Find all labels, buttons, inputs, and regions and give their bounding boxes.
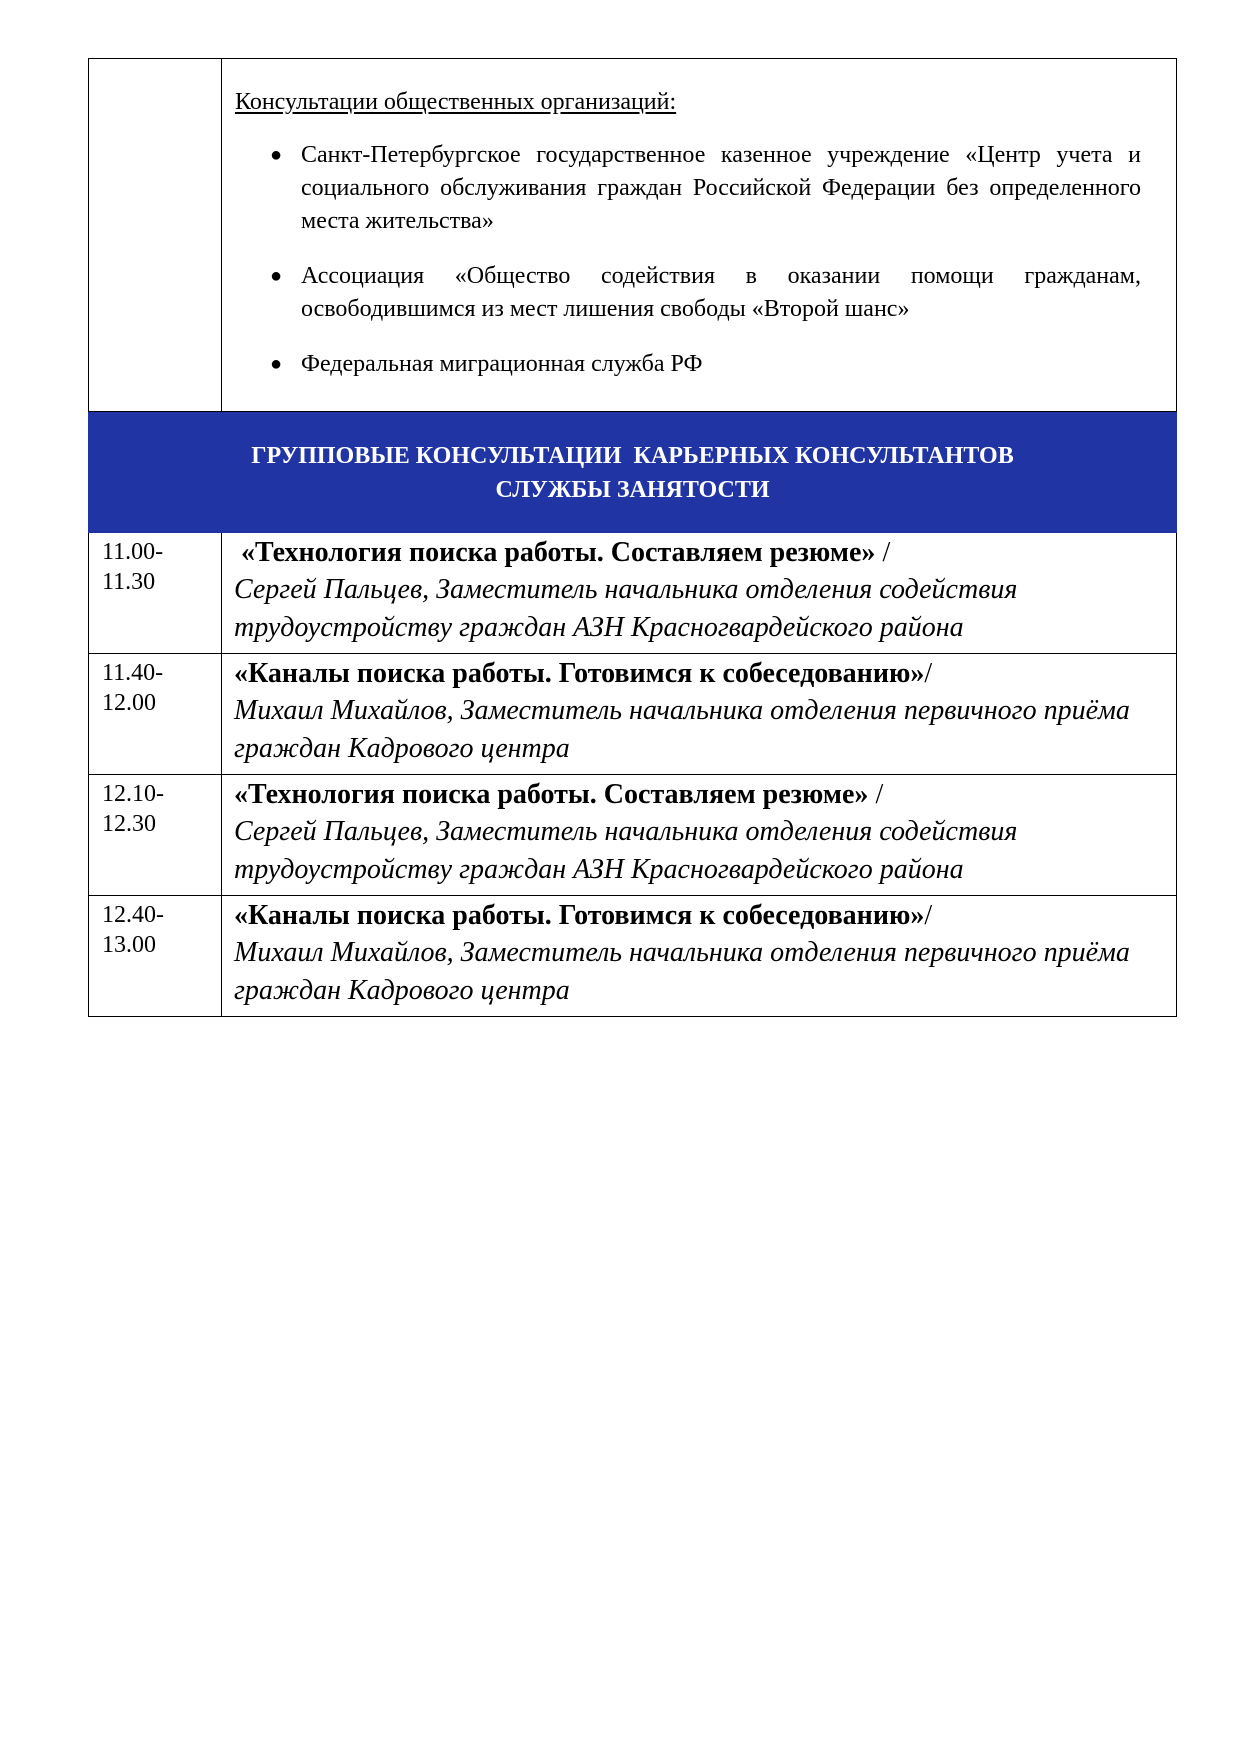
session-cell — [222, 896, 1177, 1017]
list-item: ● Федеральная миграционная служба РФ — [301, 348, 1141, 381]
session-time: 11.40- 12.00 — [89, 654, 222, 775]
session-time: 12.40- 13.00 — [89, 896, 222, 1017]
session-speaker: Михаил Михайлов, Заместитель начальника отделения первичного приёма граждан Кадрового центра — [234, 937, 1130, 1006]
organizations-list — [235, 139, 1141, 381]
session-time: 11.00- 11.30 — [89, 533, 222, 654]
section-banner-row — [89, 412, 1177, 533]
session-title: «Технология поиска работы. Составляем резюме» / — [234, 779, 884, 810]
session-time: 12.10- 12.30 — [89, 775, 222, 896]
session-title: «Каналы поиска работы. Готовимся к собеседованию»/ — [234, 900, 933, 931]
session-title: «Каналы поиска работы. Готовимся к собеседованию»/ — [234, 658, 933, 689]
consultations-cell — [222, 59, 1177, 412]
consultations-title: Консультации общественных организаций: — [235, 89, 677, 115]
list-item: ● Санкт-Петербургское государственное казенное учреждение «Центр учета и социального обслуживания граждан Российской Федерации без определенного места жительства» — [301, 139, 1141, 238]
session-speaker: Сергей Пальцев, Заместитель начальника отделения содействия трудоустройству граждан АЗН Красногвардейского района — [234, 816, 1018, 885]
table-row — [89, 896, 1177, 1017]
section-banner — [89, 412, 1177, 533]
session-cell — [222, 533, 1177, 654]
bullet-icon: ● — [270, 265, 283, 287]
session-speaker: Сергей Пальцев, Заместитель начальника отделения содействия трудоустройству граждан АЗН Красногвардейского района — [234, 574, 1018, 643]
session-title: «Технология поиска работы. Составляем резюме» / — [234, 537, 891, 568]
session-cell — [222, 654, 1177, 775]
empty-time-cell — [89, 59, 222, 412]
table-row — [89, 654, 1177, 775]
session-cell — [222, 775, 1177, 896]
session-speaker: Михаил Михайлов, Заместитель начальника отделения первичного приёма граждан Кадрового центра — [234, 695, 1130, 764]
bullet-icon: ● — [270, 353, 283, 375]
table-row — [89, 533, 1177, 654]
program-table — [88, 58, 1177, 1017]
list-item: ● Ассоциация «Общество содействия в оказании помощи гражданам, освободившимся из мест лишения свободы «Второй шанс» — [301, 260, 1141, 326]
table-row — [89, 775, 1177, 896]
banner-line-1: ГРУППОВЫЕ КОНСУЛЬТАЦИИ КАРЬЕРНЫХ КОНСУЛЬТАНТОВ — [251, 443, 1014, 469]
consultations-row — [89, 59, 1177, 412]
banner-line-2: СЛУЖБЫ ЗАНЯТОСТИ — [495, 477, 770, 503]
bullet-icon: ● — [270, 144, 283, 166]
